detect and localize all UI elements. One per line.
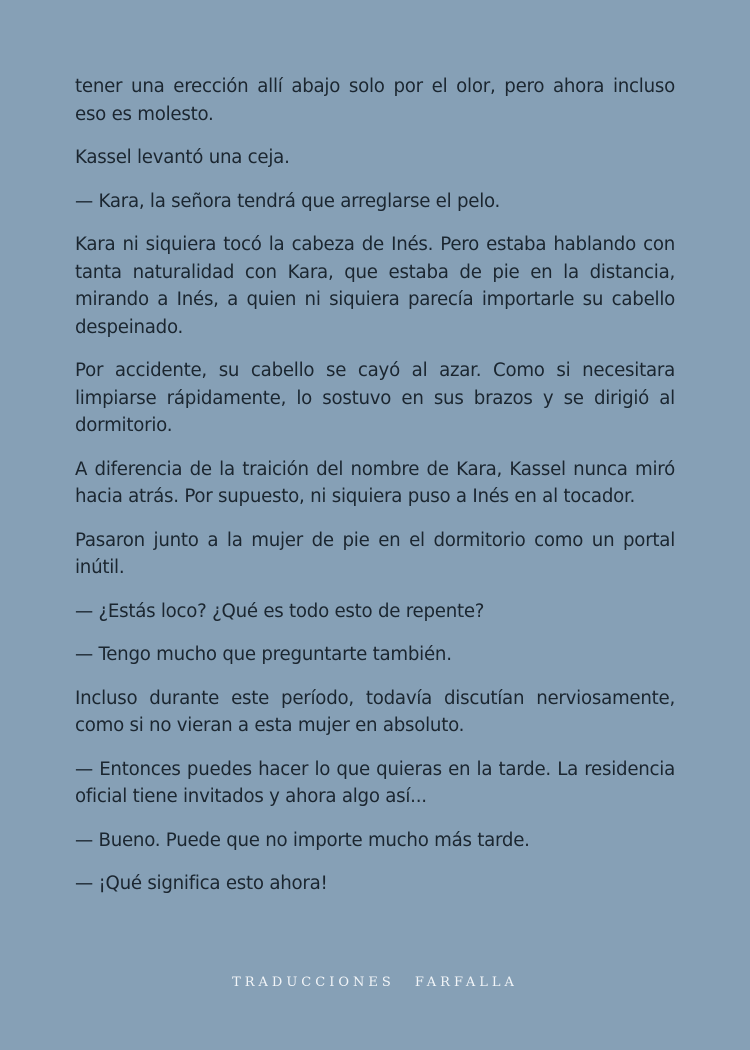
paragraph: — Kara, la señora tendrá que arreglarse el pelo. xyxy=(75,190,501,212)
paragraph: — Tengo mucho que preguntarte también. xyxy=(75,644,452,665)
paragraph: Incluso durante este período, todavía discutían nerviosamente, como si no vieran a esta mujer en absoluto. xyxy=(75,687,675,736)
page-body xyxy=(75,73,675,914)
paragraph: — ¡Qué significa esto ahora! xyxy=(75,873,328,894)
paragraph: Por accidente, su cabello se cayó al azar. Como si necesitara limpiarse rápidamente, lo sostuvo en sus brazos y se dirigió al dormitorio. xyxy=(75,360,675,436)
paragraph: — Bueno. Puede que no importe mucho más tarde. xyxy=(75,829,530,851)
paragraph: Kara ni siquiera tocó la cabeza de Inés. Pero estaba hablando con tanta naturalidad con Kara, que estaba de pie en la distancia, mirando a Inés, a quien ni siquiera parecía importarle su cabello despeinado. xyxy=(75,234,675,338)
paragraph: A diferencia de la traición del nombre de Kara, Kassel nunca miró hacia atrás. Por supuesto, ni siquiera puso a Inés en al tocador. xyxy=(75,458,675,507)
paragraph: Pasaron junto a la mujer de pie en el dormitorio como un portal inútil. xyxy=(75,529,675,578)
footer-credit: TRADUCCIONES FARFALLA xyxy=(232,975,518,990)
paragraph: Kassel levantó una ceja. xyxy=(75,147,290,168)
paragraph: tener una erección allí abajo solo por el olor, pero ahora incluso eso es molesto. xyxy=(75,76,675,125)
paragraph: — Entonces puedes hacer lo que quieras en la tarde. La residencia oficial tiene invitados y ahora algo así... xyxy=(75,758,675,807)
paragraph: — ¿Estás loco? ¿Qué es todo esto de repente? xyxy=(75,600,485,622)
